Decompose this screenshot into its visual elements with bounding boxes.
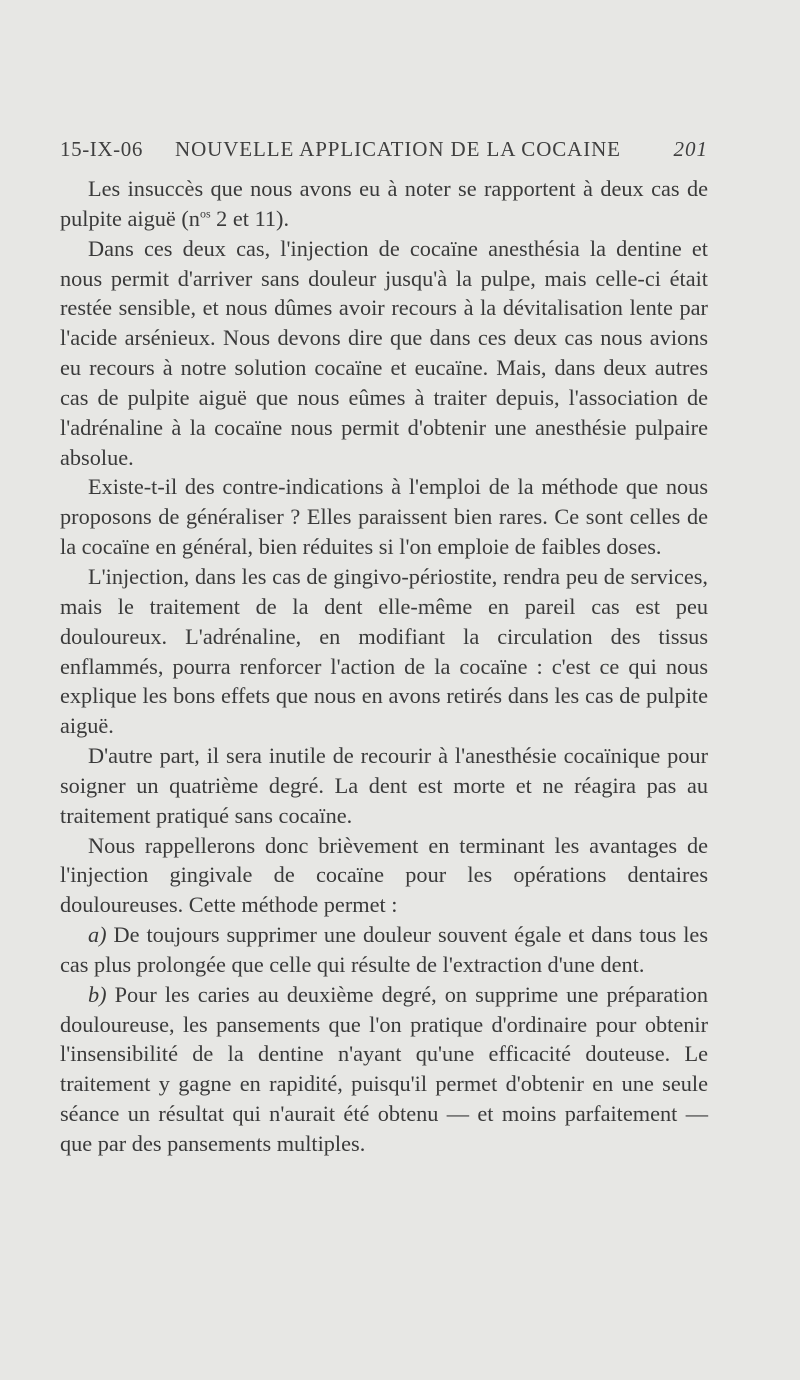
list-item-b <box>60 980 708 1159</box>
list-item-a <box>60 920 708 980</box>
header-title: NOUVELLE APPLICATION DE LA COCAINE <box>175 137 621 161</box>
paragraph-2: Dans ces deux cas, l'injection de cocaïne anesthésia la dentine et nous permit d'arriver sans douleur jusqu'à la pulpe, mais celle-ci était restée sensible, et nous dûmes avoir recours à la dévitalisation lente par l'acide arsénieux. Nous devons dire que dans ces deux cas nous avions eu recours à notre solution cocaïne et eucaïne. Mais, dans deux autres cas de pulpite aiguë que nous eûmes à traiter depuis, l'association de l'adrénaline à la cocaïne nous permit d'obtenir une anesthésie pulpaire absolue. <box>60 235 708 470</box>
paragraph-1-superscript: os <box>199 206 211 221</box>
running-header <box>60 137 708 167</box>
header-date: 15-IX-06 <box>60 137 143 161</box>
list-item-b-text: Pour les caries au deuxième degré, on supprime une préparation douloureuse, les pansements que l'on pratique d'ordinaire pour obtenir l'insensibilité de la dentine n'ayant qu'une efficacité douteuse. Le traitement y gagne en rapidité, puisqu'il permet d'obtenir en une seule séance un résultat qui n'aurait été obtenu — et moins parfaitement — que par des pansements multiples. <box>60 981 708 1156</box>
page-body <box>60 174 708 1159</box>
paragraph-1-text: Les insuccès que nous avons eu à noter se rapportent à deux cas de pulpite aiguë (n <box>60 176 708 231</box>
list-marker-a: a) <box>88 922 107 948</box>
paragraph-5: D'autre part, il sera inutile de recourir à l'anesthésie cocaïnique pour soigner un quatrième degré. La dent est morte et ne réagira pas au traitement pratiqué sans cocaïne. <box>60 743 708 828</box>
page-number: 201 <box>673 137 708 161</box>
paragraph-1-text-end: 2 et 11). <box>210 205 290 231</box>
list-item-a-text: De toujours supprimer une douleur souvent égale et dans tous les cas plus prolongée que celle qui résulte de l'extraction d'une dent. <box>60 922 708 977</box>
paragraph-1 <box>60 174 708 234</box>
paragraph-3: Existe-t-il des contre-indications à l'emploi de la méthode que nous proposons de généraliser ? Elles paraissent bien rares. Ce sont celles de la cocaïne en général, bien réduites si l'on emploie de faibles doses. <box>60 474 708 560</box>
paragraph-4: L'injection, dans les cas de gingivo-périostite, rendra peu de services, mais le traitement de la dent elle-même en pareil cas est peu douloureux. L'adrénaline, en modifiant la circulation des tissus enflammés, pourra renforcer l'action de la cocaïne : c'est ce qui nous explique les bons effets que nous en avons retirés dans les cas de pulpite aiguë. <box>60 563 708 739</box>
paragraph-6: Nous rappellerons donc brièvement en terminant les avantages de l'injection gingivale de cocaïne pour les opérations dentaires douloureuses. Cette méthode permet : <box>60 832 708 918</box>
list-marker-b: b) <box>88 981 107 1007</box>
